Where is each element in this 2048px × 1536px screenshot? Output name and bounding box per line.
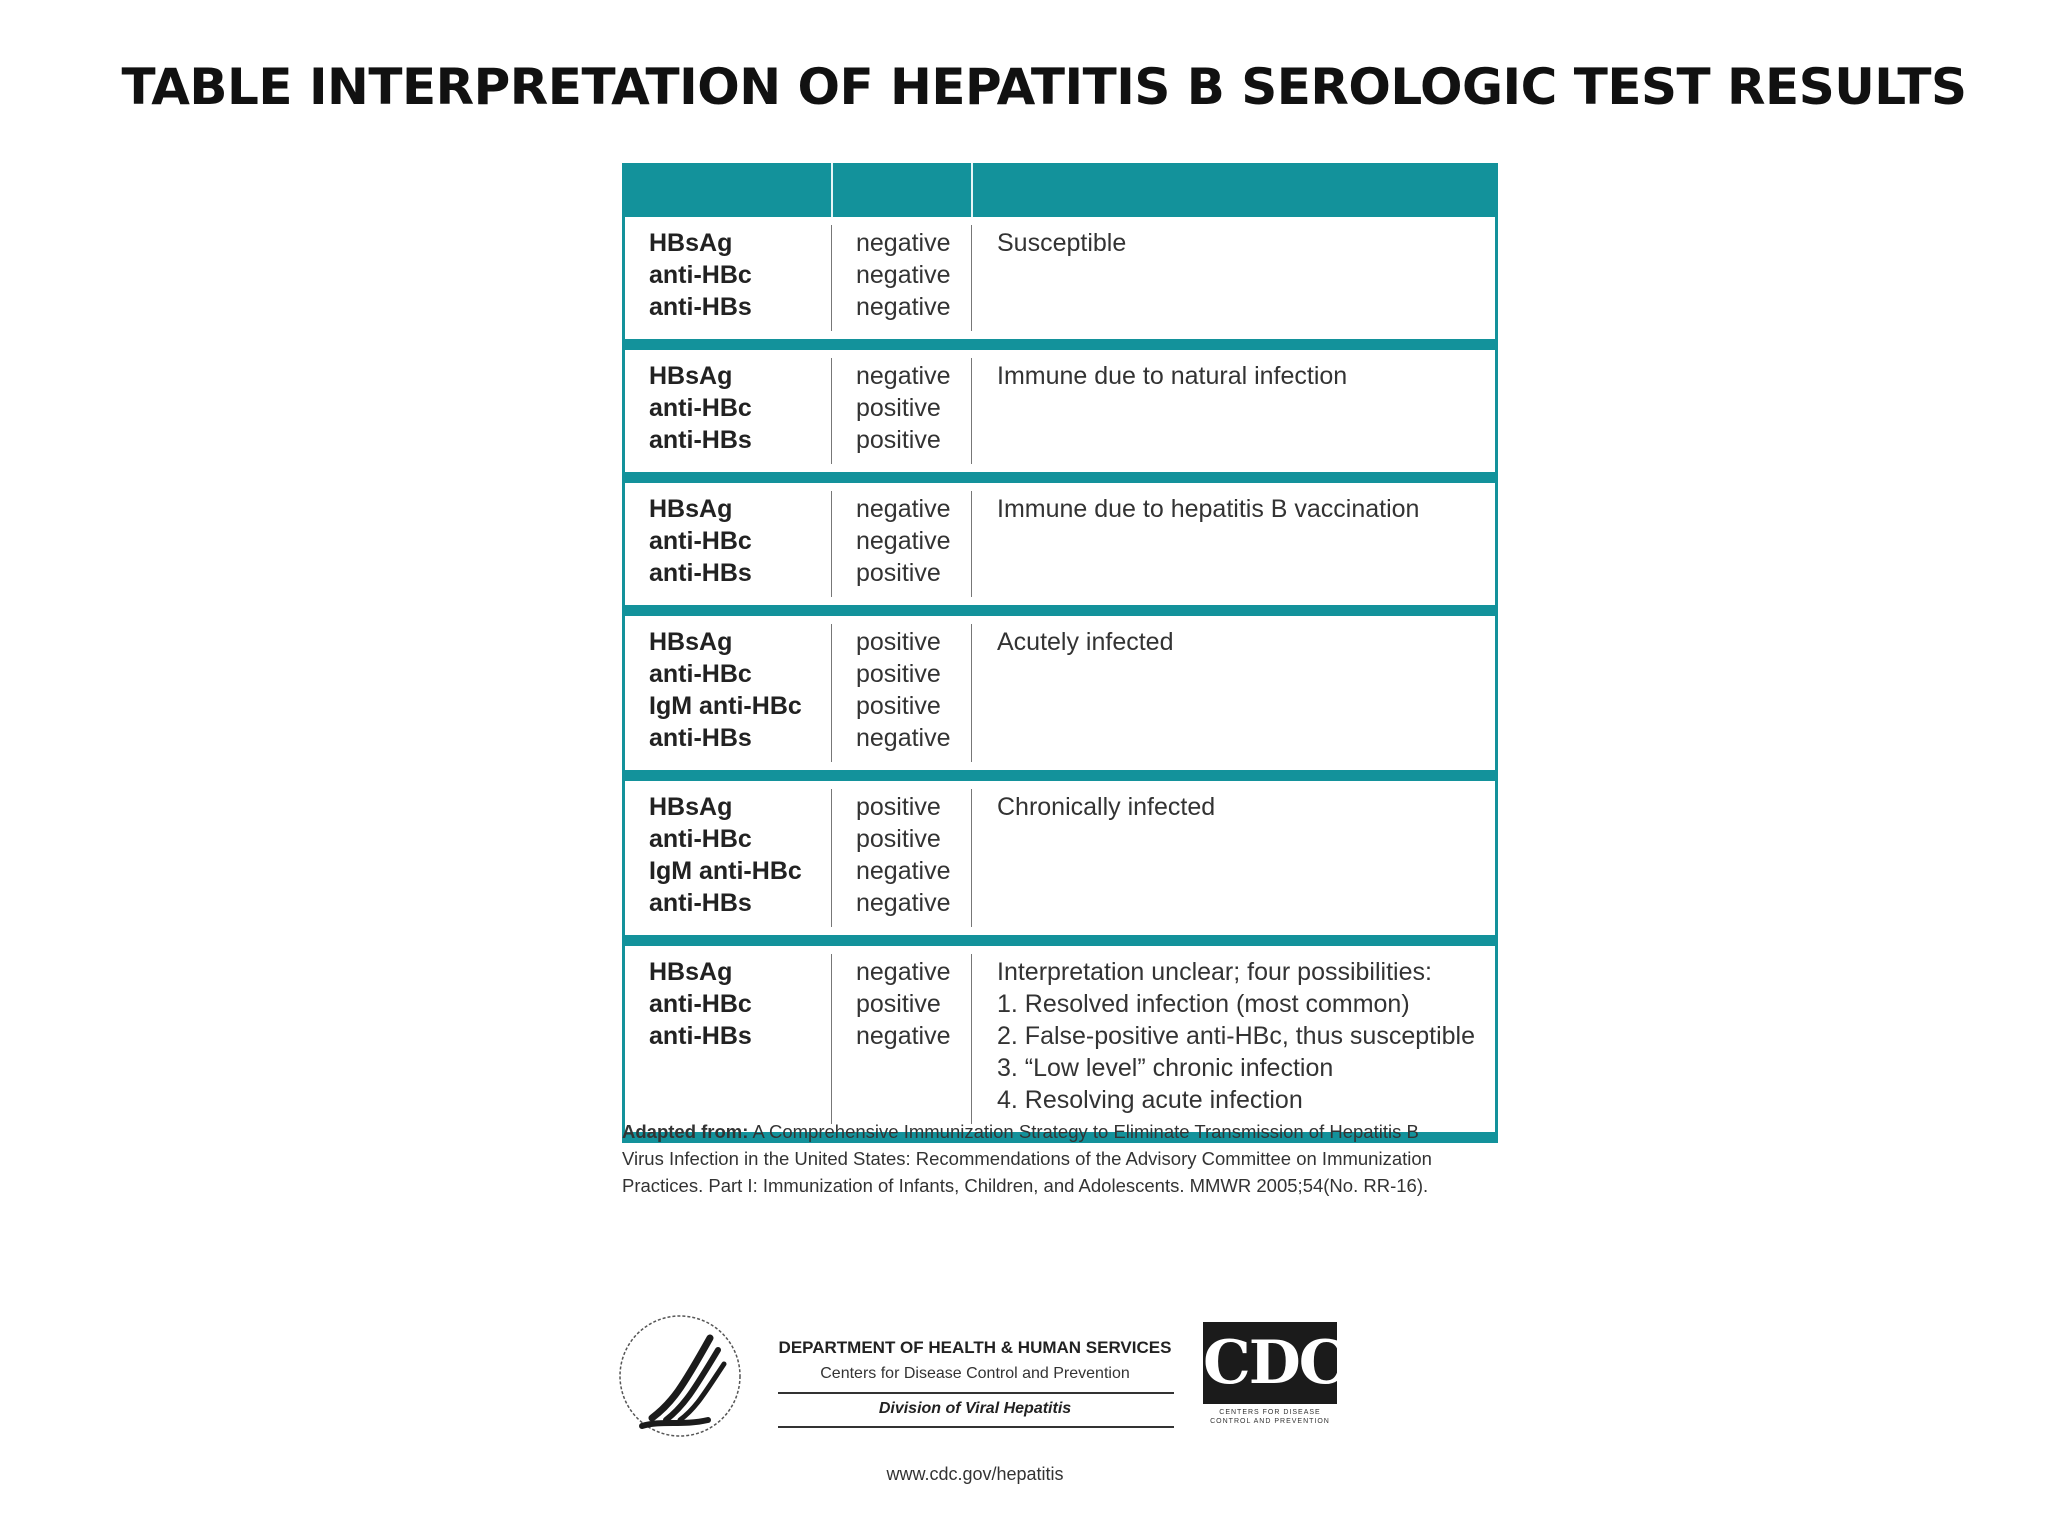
cdc-logo-tagline: CENTERS FOR DISEASE CONTROL AND PREVENTION	[1210, 1409, 1330, 1425]
marker-cell-line: HBsAg	[649, 362, 733, 390]
interpretation-cell	[997, 791, 1215, 823]
marker-cell-line: anti-HBs	[649, 559, 752, 587]
table-header-bar	[625, 163, 1495, 217]
row-separator	[625, 935, 1495, 946]
citation	[622, 1118, 1502, 1199]
marker-cell	[649, 493, 752, 589]
column-divider	[831, 624, 832, 762]
table-row	[625, 781, 1495, 935]
citation-line-1: A Comprehensive Immunization Strategy to Eliminate Transmission of Hepatitis B	[748, 1121, 1419, 1142]
column-divider	[971, 358, 972, 464]
result-cell-line: positive	[856, 825, 941, 853]
interpretation-cell-line: Interpretation unclear; four possibilities:	[997, 958, 1432, 986]
marker-cell-line: HBsAg	[649, 958, 733, 986]
row-separator	[625, 339, 1495, 350]
serology-table	[622, 163, 1498, 1143]
result-cell-line: positive	[856, 660, 941, 688]
marker-cell-line: HBsAg	[649, 628, 733, 656]
result-cell-line: positive	[856, 793, 941, 821]
marker-cell-line: HBsAg	[649, 229, 733, 257]
column-divider	[831, 491, 832, 597]
interpretation-cell-line: 4. Resolving acute infection	[997, 1086, 1303, 1114]
division-name: Division of Viral Hepatitis	[878, 1400, 1072, 1417]
marker-cell	[649, 360, 752, 456]
marker-cell-line: IgM anti-HBc	[649, 692, 802, 720]
marker-cell-line: anti-HBs	[649, 724, 752, 752]
result-cell-line: negative	[856, 889, 951, 917]
citation-label: Adapted from:	[622, 1121, 749, 1142]
result-cell	[856, 626, 951, 754]
interpretation-cell-line: 2. False-positive anti-HBc, thus susceptible	[997, 1022, 1475, 1050]
cdc-hepatitis-url: www.cdc.gov/hepatitis	[886, 1464, 1064, 1484]
interpretation-cell-line: Immune due to hepatitis B vaccination	[997, 495, 1420, 523]
marker-cell-line: anti-HBc	[649, 394, 752, 422]
hhs-eagle-seal-icon	[612, 1308, 748, 1444]
interpretation-cell-line: 3. “Low level” chronic infection	[997, 1054, 1334, 1082]
marker-cell-line: anti-HBc	[649, 527, 752, 555]
marker-cell-line: anti-HBc	[649, 660, 752, 688]
result-cell	[856, 360, 951, 456]
citation-line-2: Virus Infection in the United States: Recommendations of the Advisory Committee on Immunization	[622, 1148, 1432, 1169]
footer-rule-bottom	[778, 1426, 1174, 1428]
cdc-logo-mark: CDC	[1203, 1322, 1337, 1404]
interpretation-cell-line: Immune due to natural infection	[997, 362, 1348, 390]
slide-title: TABLE INTERPRETATION OF HEPATITIS B SEROLOGIC TEST RESULTS	[121, 58, 1967, 116]
footer-rule-top	[778, 1392, 1174, 1394]
result-cell-line: negative	[856, 724, 951, 752]
marker-cell-line: HBsAg	[649, 495, 733, 523]
marker-cell	[649, 626, 802, 754]
marker-cell-line: anti-HBc	[649, 261, 752, 289]
marker-cell-line: anti-HBc	[649, 990, 752, 1018]
result-cell-line: negative	[856, 293, 951, 321]
marker-cell	[649, 791, 802, 919]
marker-cell-line: anti-HBs	[649, 1022, 752, 1050]
result-cell-line: positive	[856, 990, 941, 1018]
table-row	[625, 616, 1495, 770]
column-divider	[971, 954, 972, 1124]
table-row	[625, 217, 1495, 339]
result-cell-line: negative	[856, 261, 951, 289]
result-cell-line: negative	[856, 857, 951, 885]
department-name: DEPARTMENT OF HEALTH & HUMAN SERVICES	[778, 1338, 1172, 1357]
row-separator	[625, 770, 1495, 781]
result-cell-line: negative	[856, 495, 951, 523]
result-cell	[856, 791, 951, 919]
result-cell-line: negative	[856, 958, 951, 986]
marker-cell-line: HBsAg	[649, 793, 733, 821]
result-cell-line: negative	[856, 1022, 951, 1050]
interpretation-cell	[997, 956, 1475, 1116]
column-divider	[831, 789, 832, 927]
result-cell-line: positive	[856, 628, 941, 656]
interpretation-cell	[997, 227, 1126, 259]
result-cell-line: positive	[856, 394, 941, 422]
interpretation-cell	[997, 493, 1419, 525]
result-cell-line: negative	[856, 229, 951, 257]
table-row	[625, 350, 1495, 472]
column-divider	[971, 789, 972, 927]
column-divider	[831, 954, 832, 1124]
result-cell-line: positive	[856, 692, 941, 720]
column-divider	[831, 358, 832, 464]
interpretation-cell-line: Susceptible	[997, 229, 1127, 257]
marker-cell-line: anti-HBc	[649, 825, 752, 853]
interpretation-cell-line: Acutely infected	[997, 628, 1174, 656]
row-separator	[625, 472, 1495, 483]
cdc-full-name: Centers for Disease Control and Prevention	[820, 1365, 1130, 1382]
interpretation-cell-line: 1. Resolved infection (most common)	[997, 990, 1410, 1018]
interpretation-cell-line: Chronically infected	[997, 793, 1216, 821]
marker-cell	[649, 956, 752, 1052]
result-cell-line: negative	[856, 527, 951, 555]
result-cell	[856, 956, 951, 1052]
table-row	[625, 483, 1495, 605]
marker-cell	[649, 227, 752, 323]
result-cell-line: positive	[856, 426, 941, 454]
row-separator	[625, 605, 1495, 616]
cdc-logo	[1203, 1322, 1345, 1425]
column-divider	[971, 491, 972, 597]
marker-cell-line: IgM anti-HBc	[649, 857, 802, 885]
interpretation-cell	[997, 626, 1174, 658]
table-row	[625, 946, 1495, 1132]
result-cell	[856, 493, 951, 589]
column-divider	[971, 225, 972, 331]
result-cell-line: negative	[856, 362, 951, 390]
result-cell	[856, 227, 951, 323]
marker-cell-line: anti-HBs	[649, 889, 752, 917]
interpretation-cell	[997, 360, 1347, 392]
marker-cell-line: anti-HBs	[649, 426, 752, 454]
result-cell-line: positive	[856, 559, 941, 587]
marker-cell-line: anti-HBs	[649, 293, 752, 321]
column-divider	[831, 225, 832, 331]
column-divider	[971, 624, 972, 762]
citation-line-3: Practices. Part I: Immunization of Infants, Children, and Adolescents. MMWR 2005;54(No. RR-16).	[622, 1175, 1429, 1196]
